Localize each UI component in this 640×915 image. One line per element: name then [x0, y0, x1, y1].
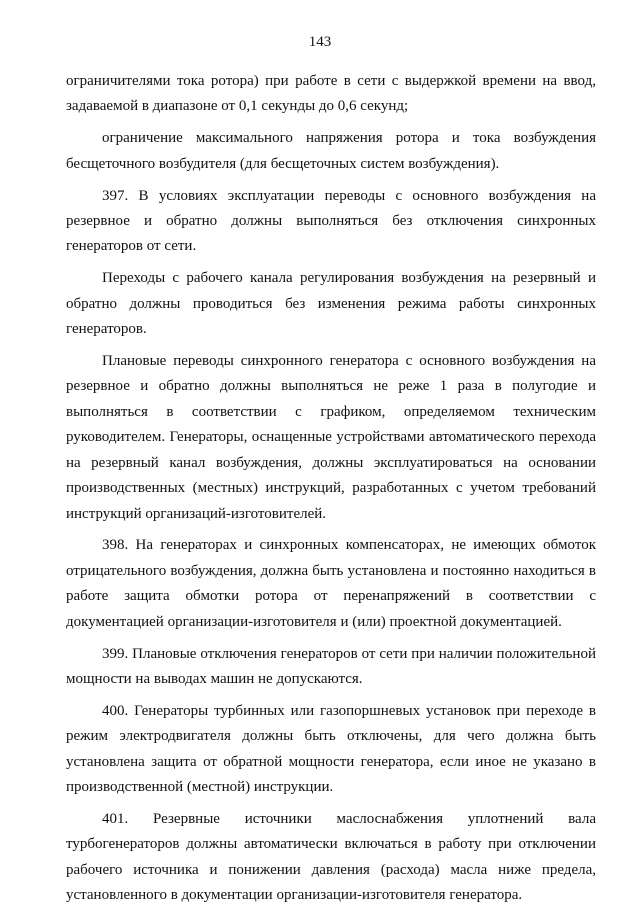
paragraph-excitation-channel-switch: Переходы с рабочего канала регулирования возбуждения на резервный и обратно должны проводиться без изменения режима работы синхронных генераторов.	[66, 270, 596, 338]
paragraph-397: 397. В условиях эксплуатации переводы с основного возбуждения на резервное и обратно должны выполняться без отключения синхронных генераторов от сети.	[66, 187, 596, 255]
paragraph-398: 398. На генераторах и синхронных компенсаторах, не имеющих обмоток отрицательного возбуждения, должна быть установлена и постоянно находиться в работе защита обмотки ротора от перенапряжений в соответствии с документацией организации-изготовителя и (или) проектной документацией.	[66, 537, 596, 630]
paragraph-continuation: ограничителями тока ротора) при работе в сети с выдержкой времени на ввод, задаваемой в диапазоне от 0,1 секунды до 0,6 секунд;	[66, 73, 596, 115]
paragraph-399: 399. Плановые отключения генераторов от сети при наличии положительной мощности на выводах машин не допускаются.	[66, 645, 596, 687]
paragraph-400: 400. Генераторы турбинных или газопоршневых установок при переходе в режим электродвигателя должны быть отключены, для чего должна быть установлена защита от обратной мощности генератора, если иное не указано в производственной (местной) инструкции.	[66, 702, 596, 796]
paragraph-planned-transfers: Плановые переводы синхронного генератора с основного возбуждения на резервное и обратно должны выполняться не реже 1 раза в полугодие и выполняться в соответствии с графиком, определяемом техническим руководителем. Генераторы, оснащенные устройствами автоматического перехода на резервный канал возбуждения, должны эксплуатироваться на основании производственных (местных) инструкций, разработанных с учетом требований инструкций организаций-изготовителей.	[66, 353, 596, 522]
page-number: 143	[308, 34, 332, 50]
document-body	[66, 69, 596, 915]
paragraph-401: 401. Резервные источники маслоснабжения уплотнений вала турбогенераторов должны автоматически включаться в работу при отключении рабочего источника и понижении давления (расхода) масла ниже предела, установленного в документации организации-изготовителя генератора.	[66, 810, 596, 904]
paragraph-rotor-voltage-limit: ограничение максимального напряжения ротора и тока возбуждения бесщеточного возбудителя (для бесщеточных систем возбуждения).	[66, 130, 596, 172]
